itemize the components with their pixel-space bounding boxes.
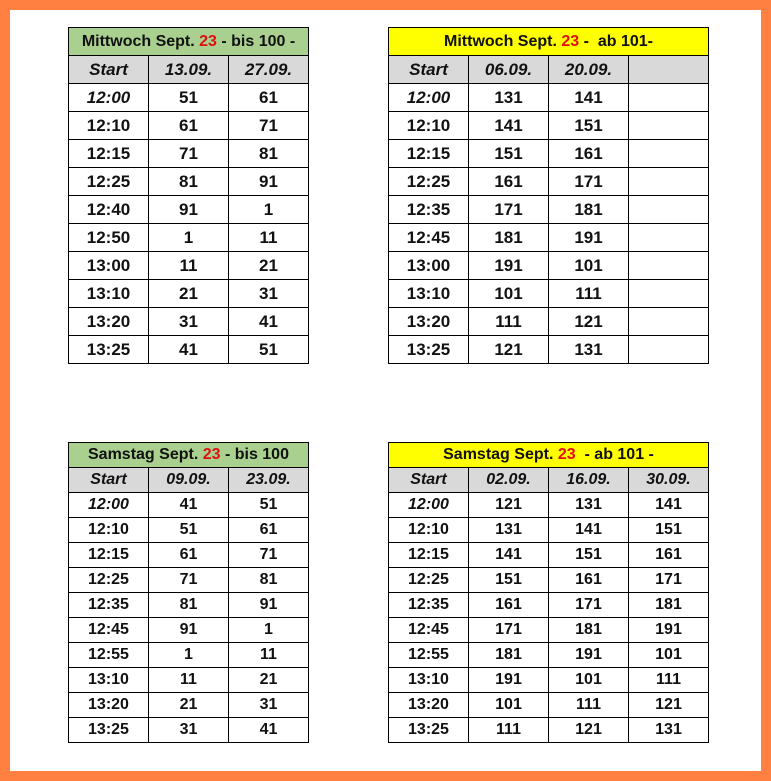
group-number-cell: 141: [469, 112, 549, 140]
table-row: [69, 618, 309, 643]
group-number-cell: 191: [469, 252, 549, 280]
start-time-cell: 13:20: [69, 308, 149, 336]
group-number-cell: 191: [469, 668, 549, 693]
group-number-cell: 161: [629, 543, 709, 568]
start-time-cell: 12:45: [69, 618, 149, 643]
group-number-cell: 151: [629, 518, 709, 543]
start-time-cell: 13:00: [69, 252, 149, 280]
title-text: Samstag Sept.: [88, 446, 203, 463]
table-row: [389, 168, 709, 196]
start-time-cell: 12:25: [389, 568, 469, 593]
group-number-cell: 191: [629, 618, 709, 643]
title-suffix: - bis 100: [220, 446, 289, 463]
group-number-cell: 111: [629, 668, 709, 693]
table-row: [69, 643, 309, 668]
group-number-cell: 181: [549, 196, 629, 224]
group-number-cell: 161: [549, 140, 629, 168]
start-time-cell: 13:25: [389, 336, 469, 364]
group-number-cell: 21: [149, 280, 229, 308]
start-time-cell: 12:15: [389, 543, 469, 568]
start-time-cell: 12:15: [69, 140, 149, 168]
start-time-cell: 12:50: [69, 224, 149, 252]
group-number-cell: 81: [229, 568, 309, 593]
group-number-cell: 31: [149, 718, 229, 743]
table-row: [69, 252, 309, 280]
table-mittwoch-ab-101: [388, 27, 709, 364]
group-number-cell: [629, 196, 709, 224]
group-number-cell: 101: [549, 252, 629, 280]
title-text: Mittwoch Sept.: [81, 32, 200, 50]
start-time-cell: 12:35: [389, 196, 469, 224]
group-number-cell: 61: [149, 543, 229, 568]
group-number-cell: 171: [549, 168, 629, 196]
group-number-cell: 161: [549, 568, 629, 593]
column-header: Start: [69, 56, 149, 84]
title-text: Samstag Sept.: [443, 446, 558, 463]
start-time-cell: 13:25: [69, 718, 149, 743]
start-time-cell: 12:10: [389, 518, 469, 543]
title-number: 23: [561, 32, 580, 50]
table-samstag-bis-100: [68, 442, 309, 743]
table-title-row: [69, 28, 309, 56]
title-number: 23: [557, 446, 576, 463]
column-header: 13.09.: [149, 56, 229, 84]
group-number-cell: 41: [229, 308, 309, 336]
group-number-cell: 11: [149, 668, 229, 693]
group-number-cell: 71: [229, 112, 309, 140]
table-title: [389, 443, 709, 468]
group-number-cell: 141: [549, 84, 629, 112]
table-samstag-ab-101: [388, 442, 709, 743]
group-number-cell: 31: [149, 308, 229, 336]
group-number-cell: 191: [549, 224, 629, 252]
start-time-cell: 12:10: [389, 112, 469, 140]
group-number-cell: 91: [149, 618, 229, 643]
group-number-cell: 151: [469, 140, 549, 168]
group-number-cell: [629, 112, 709, 140]
start-time-cell: 12:10: [69, 112, 149, 140]
start-time-cell: 12:45: [389, 618, 469, 643]
start-time-cell: 12:25: [389, 168, 469, 196]
table-title-row: [389, 28, 709, 56]
group-number-cell: 1: [149, 643, 229, 668]
start-time-cell: 12:00: [389, 493, 469, 518]
title-text: Mittwoch Sept.: [444, 32, 562, 50]
title-suffix: - bis 100 -: [216, 32, 296, 50]
group-number-cell: 31: [229, 280, 309, 308]
group-number-cell: 71: [149, 140, 229, 168]
title-suffix: - ab 101 -: [575, 446, 654, 463]
group-number-cell: 121: [549, 718, 629, 743]
table-row: [389, 518, 709, 543]
table-row: [389, 543, 709, 568]
start-time-cell: 13:20: [389, 308, 469, 336]
group-number-cell: [629, 84, 709, 112]
start-time-cell: 12:00: [69, 84, 149, 112]
table-row: [389, 196, 709, 224]
start-time-cell: 13:10: [389, 280, 469, 308]
group-number-cell: 131: [629, 718, 709, 743]
table-row: [69, 568, 309, 593]
start-time-cell: 12:35: [69, 593, 149, 618]
group-number-cell: 181: [469, 224, 549, 252]
column-header: Start: [389, 56, 469, 84]
column-header: Start: [389, 468, 469, 493]
group-number-cell: 101: [469, 280, 549, 308]
table-row: [69, 336, 309, 364]
table-row: [389, 643, 709, 668]
group-number-cell: 161: [469, 593, 549, 618]
table-header-row: [389, 468, 709, 493]
table-title-row: [389, 443, 709, 468]
column-header: Start: [69, 468, 149, 493]
start-time-cell: 12:55: [69, 643, 149, 668]
group-number-cell: 141: [629, 493, 709, 518]
group-number-cell: 111: [469, 718, 549, 743]
column-header: 27.09.: [229, 56, 309, 84]
group-number-cell: 1: [149, 224, 229, 252]
table-row: [69, 280, 309, 308]
group-number-cell: 101: [629, 643, 709, 668]
group-number-cell: 71: [229, 543, 309, 568]
table-row: [389, 718, 709, 743]
table-header-row: [69, 468, 309, 493]
group-number-cell: 171: [629, 568, 709, 593]
group-number-cell: [629, 308, 709, 336]
start-time-cell: 12:40: [69, 196, 149, 224]
group-number-cell: 111: [549, 693, 629, 718]
table-row: [69, 668, 309, 693]
group-number-cell: [629, 224, 709, 252]
column-header: [629, 56, 709, 84]
group-number-cell: 181: [549, 618, 629, 643]
group-number-cell: 91: [149, 196, 229, 224]
table-row: [389, 308, 709, 336]
group-number-cell: 21: [149, 693, 229, 718]
start-time-cell: 12:00: [389, 84, 469, 112]
start-time-cell: 12:45: [389, 224, 469, 252]
start-time-cell: 12:15: [69, 543, 149, 568]
group-number-cell: 151: [549, 112, 629, 140]
group-number-cell: 11: [149, 252, 229, 280]
table-row: [389, 618, 709, 643]
start-time-cell: 13:10: [69, 668, 149, 693]
table-row: [389, 668, 709, 693]
start-time-cell: 12:35: [389, 593, 469, 618]
start-time-cell: 12:00: [69, 493, 149, 518]
table-row: [69, 168, 309, 196]
group-number-cell: 71: [149, 568, 229, 593]
group-number-cell: 131: [469, 518, 549, 543]
table-row: [69, 84, 309, 112]
table-row: [389, 252, 709, 280]
group-number-cell: 31: [229, 693, 309, 718]
group-number-cell: [629, 336, 709, 364]
table-row: [389, 140, 709, 168]
table-row: [389, 224, 709, 252]
group-number-cell: 171: [549, 593, 629, 618]
group-number-cell: 11: [229, 643, 309, 668]
table-row: [389, 593, 709, 618]
table-title: [389, 28, 709, 56]
column-header: 16.09.: [549, 468, 629, 493]
title-number: 23: [199, 32, 217, 50]
group-number-cell: 111: [549, 280, 629, 308]
group-number-cell: 41: [149, 493, 229, 518]
table-row: [69, 112, 309, 140]
group-number-cell: 21: [229, 668, 309, 693]
start-time-cell: 13:20: [389, 693, 469, 718]
table-title: [69, 28, 309, 56]
group-number-cell: 41: [229, 718, 309, 743]
column-header: 20.09.: [549, 56, 629, 84]
group-number-cell: 101: [469, 693, 549, 718]
group-number-cell: 81: [229, 140, 309, 168]
group-number-cell: 101: [549, 668, 629, 693]
group-number-cell: 141: [469, 543, 549, 568]
group-number-cell: 121: [549, 308, 629, 336]
column-header: 06.09.: [469, 56, 549, 84]
group-number-cell: 151: [549, 543, 629, 568]
group-number-cell: 131: [549, 336, 629, 364]
column-header: 09.09.: [149, 468, 229, 493]
group-number-cell: 61: [229, 84, 309, 112]
table-row: [389, 112, 709, 140]
start-time-cell: 13:25: [389, 718, 469, 743]
start-time-cell: 12:15: [389, 140, 469, 168]
group-number-cell: 121: [469, 336, 549, 364]
table-title: [69, 443, 309, 468]
group-number-cell: 21: [229, 252, 309, 280]
group-number-cell: 111: [469, 308, 549, 336]
column-header: 02.09.: [469, 468, 549, 493]
group-number-cell: 121: [629, 693, 709, 718]
group-number-cell: 171: [469, 618, 549, 643]
group-number-cell: 1: [229, 196, 309, 224]
group-number-cell: 191: [549, 643, 629, 668]
group-number-cell: 161: [469, 168, 549, 196]
start-time-cell: 12:25: [69, 168, 149, 196]
group-number-cell: 141: [549, 518, 629, 543]
group-number-cell: [629, 168, 709, 196]
group-number-cell: 131: [469, 84, 549, 112]
title-number: 23: [202, 446, 221, 463]
group-number-cell: [629, 252, 709, 280]
table-row: [69, 493, 309, 518]
group-number-cell: 41: [149, 336, 229, 364]
group-number-cell: 131: [549, 493, 629, 518]
group-number-cell: 51: [229, 336, 309, 364]
group-number-cell: 181: [629, 593, 709, 618]
start-time-cell: 12:25: [69, 568, 149, 593]
group-number-cell: [629, 280, 709, 308]
start-time-cell: 12:10: [69, 518, 149, 543]
table-mittwoch-bis-100: [68, 27, 309, 364]
table-header-row: [69, 56, 309, 84]
group-number-cell: 1: [229, 618, 309, 643]
start-time-cell: 13:00: [389, 252, 469, 280]
start-time-cell: 13:25: [69, 336, 149, 364]
group-number-cell: 91: [229, 593, 309, 618]
table-row: [69, 543, 309, 568]
title-suffix: - ab 101-: [579, 32, 653, 50]
table-row: [69, 593, 309, 618]
start-time-cell: 13:10: [389, 668, 469, 693]
group-number-cell: 61: [149, 112, 229, 140]
start-time-cell: 13:20: [69, 693, 149, 718]
group-number-cell: 81: [149, 593, 229, 618]
table-title-row: [69, 443, 309, 468]
table-row: [389, 568, 709, 593]
table-row: [69, 140, 309, 168]
group-number-cell: 81: [149, 168, 229, 196]
column-header: 30.09.: [629, 468, 709, 493]
table-row: [69, 224, 309, 252]
group-number-cell: 121: [469, 493, 549, 518]
table-header-row: [389, 56, 709, 84]
group-number-cell: 61: [229, 518, 309, 543]
table-row: [389, 336, 709, 364]
group-number-cell: 51: [149, 518, 229, 543]
group-number-cell: 51: [149, 84, 229, 112]
start-time-cell: 13:10: [69, 280, 149, 308]
table-row: [69, 308, 309, 336]
table-row: [69, 518, 309, 543]
table-row: [389, 84, 709, 112]
start-time-cell: 12:55: [389, 643, 469, 668]
table-row: [69, 693, 309, 718]
group-number-cell: 51: [229, 493, 309, 518]
group-number-cell: 11: [229, 224, 309, 252]
table-row: [389, 280, 709, 308]
group-number-cell: 151: [469, 568, 549, 593]
group-number-cell: [629, 140, 709, 168]
table-row: [69, 196, 309, 224]
table-row: [389, 493, 709, 518]
column-header: 23.09.: [229, 468, 309, 493]
table-row: [389, 693, 709, 718]
table-row: [69, 718, 309, 743]
group-number-cell: 181: [469, 643, 549, 668]
group-number-cell: 171: [469, 196, 549, 224]
group-number-cell: 91: [229, 168, 309, 196]
